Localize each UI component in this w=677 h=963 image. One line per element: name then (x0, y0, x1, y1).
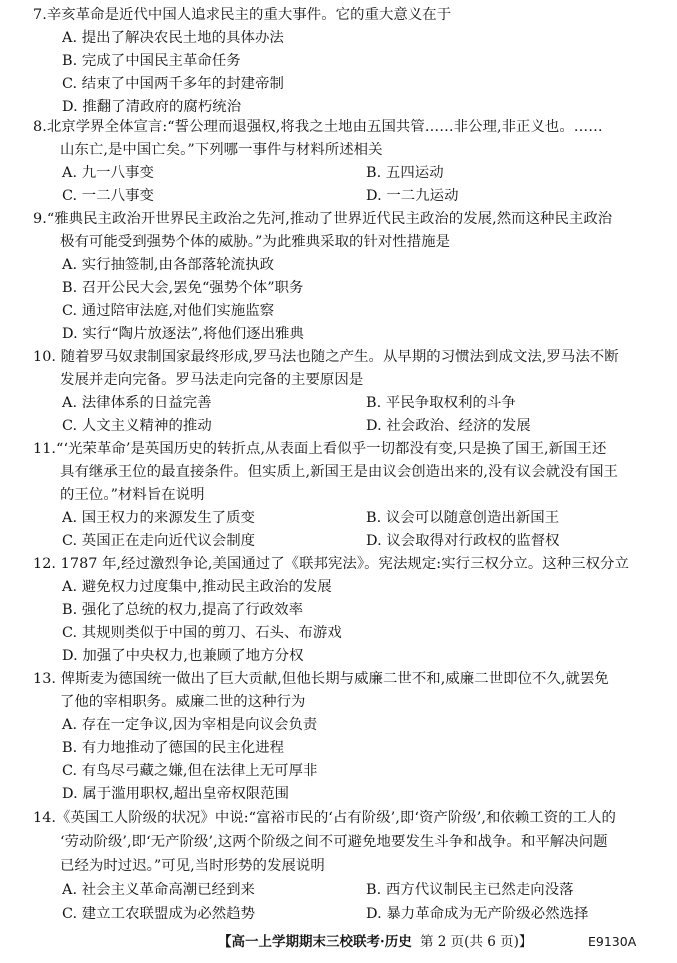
question-7-option-d: D. 推翻了清政府的腐朽统治 (62, 99, 242, 115)
question-7-option-b: B. 完成了中国民主革命任务 (62, 53, 241, 69)
question-13-option-a: A. 存在一定争议,因为宰相是向议会负责 (62, 717, 318, 733)
question-14-stem-2: ‘劳动阶级’,即‘无产阶级’,这两个阶级之间不可避免地要发生斗争和战争。和平解决问题 (60, 834, 608, 850)
question-13-stem-1: 13. 俾斯麦为德国统一做出了巨大贡献,但他长期与威廉二世不和,威廉二世即位不久,就罢免 (33, 671, 609, 687)
question-12-option-d: D. 加强了中央权力,也兼顾了地方分权 (62, 648, 304, 664)
question-7-stem: 7.辛亥革命是近代中国人追求民主的重大事件。它的重大意义在于 (33, 7, 452, 23)
question-12-option-a: A. 避免权力过度集中,推动民主政治的发展 (62, 579, 332, 595)
question-10-stem-1: 10. 随着罗马奴隶制国家最终形成,罗马法也随之产生。从早期的习惯法到成文法,罗马法不断 (33, 349, 619, 365)
question-10-option-a: A. 法律体系的日益完善 (62, 395, 212, 411)
question-8-option-d: D. 一二九运动 (366, 188, 459, 204)
question-14-option-a: A. 社会主义革命高潮已经到来 (62, 882, 255, 898)
question-8-option-c: C. 一二八事变 (62, 188, 154, 204)
question-13-stem-2: 了他的宰相职务。威廉二世的这种行为 (60, 694, 306, 710)
question-8-option-a: A. 九一八事变 (62, 165, 154, 181)
page-footer (0, 931, 677, 953)
question-11-stem-1: 11.“‘光荣革命’是英国历史的转折点,从表面上看似乎一切都没有变,只是换了国王,新国王还 (33, 441, 607, 457)
question-7-option-c: C. 结束了中国两千多年的封建帝制 (62, 76, 284, 92)
question-10-option-c: C. 人文主义精神的推动 (62, 418, 212, 434)
question-14-option-b: B. 西方代议制民主已然走向没落 (366, 882, 574, 898)
question-11-option-d: D. 议会取得对行政权的监督权 (366, 533, 560, 549)
question-14-option-d: D. 暴力革命成为无产阶级必然选择 (366, 906, 589, 922)
question-13-option-b: B. 有力地推动了德国的民主化进程 (62, 740, 285, 756)
question-11-option-b: B. 议会可以随意创造出新国王 (366, 510, 560, 526)
question-8-option-b: B. 五四运动 (366, 165, 444, 181)
question-8-stem-1: 8.北京学界全体宣言:“誓公理而退强权,将我之土地由五国共管……非公理,非正义也。…… (33, 119, 603, 135)
question-11-option-a: A. 国王权力的来源发生了质变 (62, 510, 255, 526)
footer-page-number: 第 2 页(共 6 页)】 (420, 934, 533, 950)
question-8-stem-2: 山东亡,是中国亡矣。”下列哪一事件与材料所述相关 (60, 142, 383, 158)
question-9-option-a: A. 实行抽签制,由各部落轮流执政 (62, 257, 275, 273)
footer-paper-code: E9130A (588, 934, 637, 949)
question-14-option-c: C. 建立工农联盟成为必然趋势 (62, 906, 256, 922)
question-9-stem-1: 9.“雅典民主政治开世界民主政治之先河,推动了世界近代民主政治的发展,然而这种民主政治 (33, 211, 613, 227)
question-7-option-a: A. 提出了解决农民土地的具体办法 (62, 30, 284, 46)
question-11-stem-2: 具有继承王位的最直接条件。但实质上,新国王是由议会创造出来的,没有议会就没有国王 (60, 464, 618, 480)
question-10-stem-2: 发展并走向完备。罗马法走向完备的主要原因是 (60, 372, 364, 388)
question-12-stem: 12. 1787 年,经过激烈争论,美国通过了《联邦宪法》。宪法规定:实行三权分立。这种三权分立 (33, 556, 629, 572)
question-12-option-c: C. 其规则类似于中国的剪刀、石头、布游戏 (62, 625, 342, 641)
question-14-stem-3: 已经为时过迟。”可见,当时形势的发展说明 (60, 858, 325, 874)
question-13-option-c: C. 有鸟尽弓藏之嫌,但在法律上无可厚非 (62, 763, 318, 779)
question-12-option-b: B. 强化了总统的权力,提高了行政效率 (62, 602, 304, 618)
footer-exam-title: 【高一上学期期末三校联考·历史 (218, 934, 412, 950)
question-13-option-d: D. 属于滥用职权,超出皇帝权限范围 (62, 786, 290, 802)
question-14-stem-1: 14.《英国工人阶级的状况》中说:“富裕市民的‘占有阶级’,即‘资产阶级’,和依赖工资的工人的 (33, 810, 616, 826)
question-10-option-d: D. 社会政治、经济的发展 (366, 418, 531, 434)
question-9-option-b: B. 召开公民大会,罢免“强势个体”职务 (62, 280, 304, 296)
question-9-stem-2: 极有可能受到强势个体的威胁。”为此雅典采取的针对性措施是 (60, 234, 451, 250)
question-9-option-d: D. 实行“陶片放逐法”,将他们逐出雅典 (62, 326, 304, 342)
question-10-option-b: B. 平民争取权利的斗争 (366, 395, 516, 411)
question-9-option-c: C. 通过陪审法庭,对他们实施监察 (62, 303, 275, 319)
question-11-option-c: C. 英国正在走向近代议会制度 (62, 533, 256, 549)
question-11-stem-3: 的王位。”材料旨在说明 (60, 487, 205, 503)
